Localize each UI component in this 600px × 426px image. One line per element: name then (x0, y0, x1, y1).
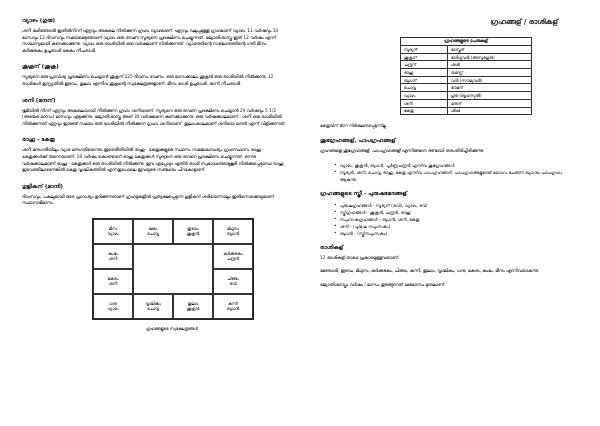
rasi-cell: കുംഭം ശനി (93, 244, 133, 269)
section-heading-benefic-malefic: ശുഭഗ്രഹങ്ങള്, പാപഗ്രഹങ്ങള് (320, 138, 396, 145)
rasi-cell: വൃശ്ചികം ചൊവ്വ (133, 294, 173, 319)
paragraph-jupiter: ശനി കഴിഞ്ഞാൽ ഇതിൽനിന്ന് ഏറ്റവും അകലെ നിൽക്കുന്ന ഗ്രഹം വ്യാഴമാണ്. ഏറ്റവും വലുപ്പമുള്ള ഗ്രഹമാണ് വ്യാഴം. 11 വർഷവും 10 മാസവും 12 ദിവസവും സമയമെടുത്താണ് വ്യാഴം ഒരു തവണ സൂര്യനെ പ്രദക്ഷിണം ചെയ്യുന്നത്. ജ്യോതിശാസ്ത്ര ഇത് 12 വർഷം എന്ന് സാമാന്യമായി കണക്കാക്കുന്നു. വ്യാഴം ഒരു രാശിയിൽ ഒരു വർഷമാണ് നിൽക്കുന്നത്. വ്യാഴത്തിന്റെ സഞ്ചാരത്തിന്റെ ഗതി മീനം, കർക്കടകം ഉച്ചരാശി കേകം നീചരാശി. (22, 29, 279, 54)
list-item: • സ്ത്രീഗ്രഹങ്ങൾ - ശുക്രൻ, ചന്ദ്രൻ, രാഹു (334, 209, 578, 216)
planet-alias-cell: ഗുരു (ബൃഹസ്പതി) (448, 92, 532, 100)
section-heading-saturn: ശനി (മന്ദന്) (22, 97, 56, 104)
section-heading-venus: ശുക്രന് (ശുക്ര) (22, 64, 59, 71)
planet-alias-cell: ശിഖി (448, 107, 532, 115)
section-heading-jupiter: വ്യാഴം (ഗുരു) (22, 18, 56, 24)
table-row (401, 76, 532, 84)
rasi-cell: മീനം വ്യാഴം (93, 219, 133, 244)
rasi-cell: തുലാം ശുക്രൻ (173, 294, 213, 319)
planet-alias-cell: ശശി (448, 61, 532, 69)
table-row (401, 92, 532, 100)
page-title: ഗ്രഹങ്ങള് / രാശികള് (490, 18, 558, 26)
list-item: • പുരുഷഗ്രഹങ്ങൾ - സൂര്യന് (രവി), വ്യാഴം, രവി (334, 202, 578, 209)
rasi-cell: ചിങ്ങം രവി (213, 269, 253, 294)
list-item: • ശനി - (പുരുഷ നപുംസകം) (334, 223, 578, 230)
section-heading-rasis: രാശികള് (320, 244, 344, 251)
planet-name-cell: വ്യാഴം (401, 92, 448, 100)
right-page (300, 0, 600, 426)
table-row (401, 107, 532, 115)
planet-alias-cell: ഭാർഗ്ഗവൻ (അസുരഗുരു) (448, 53, 532, 61)
rasi-cell: മേടം ചൊവ്വ (133, 219, 173, 244)
planet-name-cell: കേതു (401, 107, 448, 115)
rasi-cell: കർക്കടകം ചന്ദ്രൻ (213, 244, 253, 269)
list-item: • നപുംസകഗ്രഹങ്ങൾ - ബുധൻ, ശനി, കേതു (334, 216, 578, 223)
paragraph-rasis-year: ജ്യോതിശാസ്ത്രം വർഷം / മാസം തുടങ്ങുന്നത് മേടമാസം മുതലാണ്. (320, 282, 446, 288)
planet-alias-cell: മന്ദന് (448, 99, 532, 107)
gender-list (334, 202, 578, 237)
table-row (401, 84, 532, 92)
paragraph-rasis-list: മേടരാശി, ഇടവം, മിഥുനം, കർക്കടകം, ചിങ്ങം, കന്നി, തുലാം, വൃശ്ചികം, ധനു, മകരം, കുംഭം, മീനം എന്നിവയാകുന്നു. (320, 269, 540, 275)
rasi-cell: ധനു വ്യാഴം (93, 294, 133, 319)
planet-name-cell: ചൊവ്വ (401, 84, 448, 92)
rasi-chart (92, 218, 254, 331)
planet-alias-cell: വൻ (സൗമ്യവൻ) (448, 76, 532, 84)
planet-alias-cell: ഭാസ്കര് (448, 46, 532, 54)
planet-alias-cell: ഭൗമന് (448, 84, 532, 92)
planet-name-cell: ശുക്രന് (401, 53, 448, 61)
table-note: കേതുവിന് ഭിന്ന നിരീക്ഷണപ്പെടുന്നില്ല (320, 123, 387, 129)
list-item: • സൂര്യൻ, ശനി, ചൊവ്വ, രാഹു, കേതു എന്നിവ പാപഗ്രഹങ്ങൾ. പാപഗ്രഹങ്ങളുമായി യോഗം ചേരുന്ന ബുധനും പാപഗ്രഹം ആകുന്നു. (334, 169, 578, 183)
planet-name-cell: ചന്ദ്രന് (401, 61, 448, 69)
table-row (401, 46, 532, 54)
table-row (401, 61, 532, 69)
rasi-grid (92, 218, 254, 320)
planet-name-cell: ബുധന് (401, 76, 448, 84)
paragraph-rahu-ketu: ശനി മന്ദഗതിയിലും വ്യാഴ മന്ദഗതിയെന്നും ഇതേരീതിയിൽ രാഹു - കേതുക്കളുടെ സ്ഥാനം സമജാമാവശ്യം ഗ്രഹസ്ഥാനം രാഹു - കേതുക്കൾക്ക് തന്നെയാണ്. 18 വർഷം കൊണ്ടാണ് രാഹു കേതുക്കൾ സൂര്യനെ ഒരു തവണ പ്രദക്ഷിണം ചെയ്യുന്നത്. ഒന്നര വർഷക്കാലമാണ് രാഹു - കേതുക്കൾ ഒരു രാശിയിൽ നിൽക്കുന്നു. ഇവ എപ്പോഴും എതിർ രാശി സ്വഭാവത്തോടുകൂടി നിൽക്കപ്പെടുമ്പോ രാഹു ഇടവത്തിലാണെങ്കിൽ കേതു വൃശ്ചികത്തിൽ എന്നതുപോലെ ഇവയുടെ സഞ്ചാരം പിറകോട്ടാണ്. (22, 148, 284, 174)
list-item: • വ്യാഴം, ശുക്രൻ, ബുധൻ, പൂർണ്ണചന്ദ്രൻ എന്നിവ ശുഭഗ്രഹങ്ങൾ (334, 162, 578, 169)
paragraph-benefic-malefic: ഗ്രഹങ്ങളെ ശുഭഗ്രഹങ്ങള്, പാപഗ്രഹങ്ങള് എന്നിങ്ങനെ രണ്ടായി തരംതിരിച്ചിരിക്കുന്നു. (320, 149, 485, 155)
rasi-cell: കന്നി ബുധൻ (213, 294, 253, 319)
planet-name-cell: സൂര്യന് (401, 46, 448, 54)
rasi-center-blank (133, 244, 213, 294)
rasi-cell: ഇടവം ശുക്രൻ (173, 219, 213, 244)
paragraph-rasis-intro: 12 രാശികള് താഴെ പ്രകാരമുള്ളവയാണ്. (320, 255, 400, 261)
table-row (401, 53, 532, 61)
planet-name-cell: രാഹു (401, 69, 448, 77)
list-item: • ബുധൻ - (സ്ത്രീനപുംസകം) (334, 230, 578, 237)
rasi-chart-caption: ഗ്രഹങ്ങളുടെ സ്വക്ഷേത്രങ്ങൾ (145, 325, 199, 331)
section-heading-rahu-ketu: രാഹു - കേതു (22, 137, 55, 144)
section-heading-gulikan: ഗുളികന് (മാന്ദി) (22, 183, 63, 190)
table-header: ഗ്രഹങ്ങളുടെ പേരുകള് (401, 38, 532, 46)
paragraph-saturn: ഭൂമിയിൽ നിന്ന് ഏറ്റവും അകലെയായി നിൽക്കുന്ന ഗ്രഹം ശനിയാണ്. സൂര്യനെ ഒരു തവണ പ്രദക്ഷിണം ചെയ്യാൻ 29 വർഷവും 5 1/2 (അഞ്ചര മാസം) മാസവും എടുക്കുന്നു. ജ്യോതിശാസ്ത്ര അത് 30 വർഷമെന്ന കണക്കാക്കുന്നു. ഒരു വർഷക്കാലമാണ് - ശനി ഒരു രാശിയിൽ നിൽക്കുന്നത് ഏറ്റവും ഇരുണ്ട് സമയം ഒരു രാശിയിൽ നിൽക്കുന്ന ഗ്രഹം ശനിയാണ്. തുലാംകാലമാണ് ശനിയെ മന്ദൻ എന്ന് വിളിക്കുന്നത്. (22, 108, 286, 127)
paragraph-gulikan: ദിവസവും, പകലുമായി ഒരേ പ്രാവശ്യം ഉദിക്കുന്നതാണ് ഗ്രഹമുകളിൽ പ്രത്യക്ഷപ്പെടുന്ന ഗുളികന് ശരിയെന്നാലും ഇതിനൊക്കെയുമാണ് സ്ഥാനാഭിമാനം. (22, 194, 274, 207)
planet-names-table (400, 37, 532, 115)
paragraph-venus: സൂര്യനെ ഒരു പ്രാവിശ്യ പ്രദക്ഷിണം ചെയ്യാൻ ശുക്രന് 225 ദിവസം വേണം. ഒരു മാസക്കാലം ശുക്രൻ ഒരു രാശിയിൽ നിൽക്കുന്നു. 12 രാശികൾ ഇസ്സ്യതിൽ ഇടവം, തുലാം എന്നിവ ശുക്രന്റെ സ്വക്ഷേത്രങ്ങളാണ്. മീനം രാശി ഉച്ചരാശി. കന്നി നീചരാശി. (22, 75, 274, 87)
table-body (401, 46, 532, 115)
table-row (401, 69, 532, 77)
table-row (401, 99, 532, 107)
rasi-cell: മിഥുനം ബുധൻ (213, 219, 253, 244)
planet-name-cell: ശനി (401, 99, 448, 107)
planet-alias-cell: തമസ്സ് (448, 69, 532, 77)
benefic-malefic-list (334, 162, 578, 183)
section-heading-gender: ഗ്രഹങ്ങളുടെ സ്ത്രീ - പുരുഷഭേദങ്ങള് (320, 190, 407, 197)
rasi-cell: മകരം ശനി (93, 269, 133, 294)
